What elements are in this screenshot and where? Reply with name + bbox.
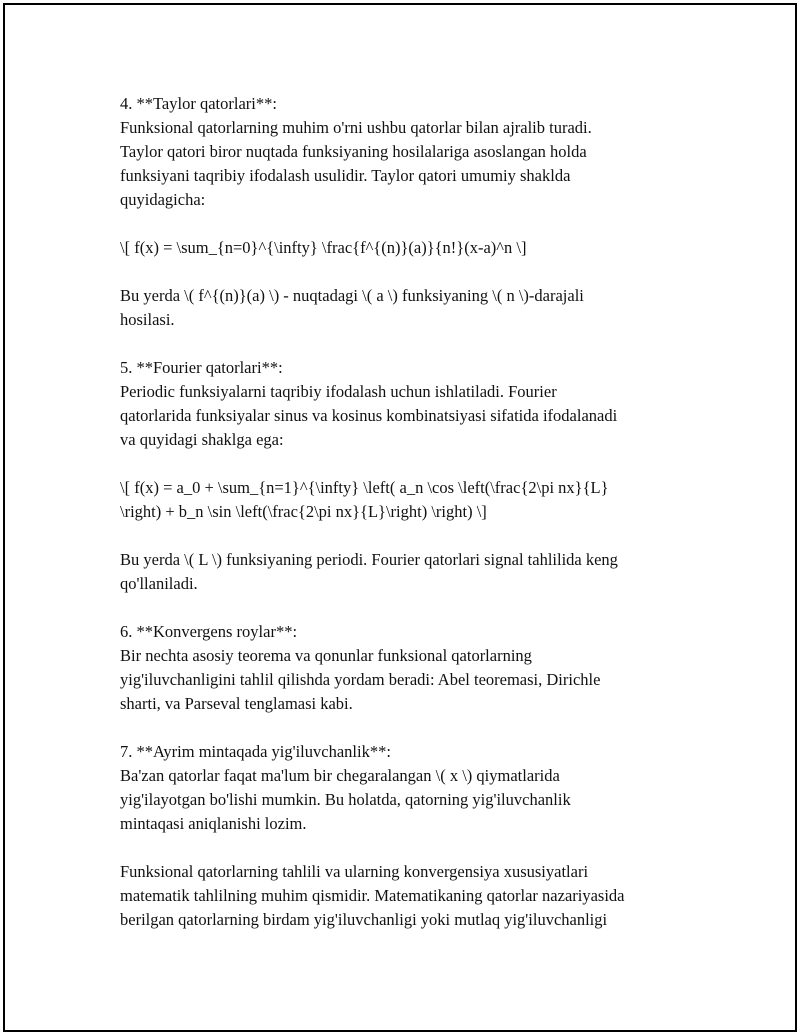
text-line: mintaqasi aniqlanishi lozim. bbox=[120, 814, 307, 833]
text-line: 4. **Taylor qatorlari**: bbox=[120, 94, 277, 113]
text-line: sharti, va Parseval tenglamasi kabi. bbox=[120, 694, 353, 713]
text-line: 6. **Konvergens roylar**: bbox=[120, 622, 298, 641]
text-line: 5. **Fourier qatorlari**: bbox=[120, 358, 283, 377]
text-line: yig'iluvchanligini tahlil qilishda yordam beradi: Abel teoremasi, Dirichle bbox=[120, 670, 601, 689]
blank-line bbox=[120, 716, 700, 740]
text-line: \right) + b_n \sin \left(\frac{2\pi nx}{L}\right) \right) \] bbox=[120, 502, 487, 521]
text-line: \[ f(x) = \sum_{n=0}^{\infty} \frac{f^{(n)}(a)}{n!}(x-a)^n \] bbox=[120, 238, 527, 257]
text-line: Ba'zan qatorlar faqat ma'lum bir chegaralangan \( x \) qiymatlarida bbox=[120, 766, 560, 785]
blank-line bbox=[120, 332, 700, 356]
text-line: quyidagicha: bbox=[120, 190, 206, 209]
text-line: Taylor qatori biror nuqtada funksiyaning hosilalariga asoslangan holda bbox=[120, 142, 587, 161]
text-line: Funksional qatorlarning tahlili va ularning konvergensiya xususiyatlari bbox=[120, 862, 589, 881]
blank-line bbox=[120, 836, 700, 860]
text-line: 7. **Ayrim mintaqada yig'iluvchanlik**: bbox=[120, 742, 391, 761]
text-line: matematik tahlilning muhim qismidir. Matematikaning qatorlar nazariyasida bbox=[120, 886, 625, 905]
blank-line bbox=[120, 212, 700, 236]
blank-line bbox=[120, 452, 700, 476]
text-line: Bu yerda \( L \) funksiyaning periodi. Fourier qatorlari signal tahlilida keng bbox=[120, 550, 618, 569]
text-line: Bir nechta asosiy teorema va qonunlar funksional qatorlarning bbox=[120, 646, 532, 665]
blank-line bbox=[120, 260, 700, 284]
text-line: Periodic funksiyalarni taqribiy ifodalash uchun ishlatiladi. Fourier bbox=[120, 382, 557, 401]
document-page bbox=[3, 3, 797, 1032]
blank-line bbox=[120, 524, 700, 548]
text-line: qatorlarida funksiyalar sinus va kosinus kombinatsiyasi sifatida ifodalanadi bbox=[120, 406, 618, 425]
text-line: va quyidagi shaklga ega: bbox=[120, 430, 284, 449]
text-line: hosilasi. bbox=[120, 310, 175, 329]
text-line: yig'ilayotgan bo'lishi mumkin. Bu holatda, qatorning yig'iluvchanlik bbox=[120, 790, 571, 809]
text-line: \[ f(x) = a_0 + \sum_{n=1}^{\infty} \left( a_n \cos \left(\frac{2\pi nx}{L} bbox=[120, 478, 609, 497]
text-line: Funksional qatorlarning muhim o'rni ushbu qatorlar bilan ajralib turadi. bbox=[120, 118, 592, 137]
text-line: Bu yerda \( f^{(n)}(a) \) - nuqtadagi \( a \) funksiyaning \( n \)-darajali bbox=[120, 286, 584, 305]
text-line: funksiyani taqribiy ifodalash usulidir. Taylor qatori umumiy shaklda bbox=[120, 166, 571, 185]
blank-line bbox=[120, 596, 700, 620]
text-line: qo'llaniladi. bbox=[120, 574, 198, 593]
text-line: berilgan qatorlarning birdam yig'iluvchanligi yoki mutlaq yig'iluvchanligi bbox=[120, 910, 608, 929]
document-body bbox=[120, 92, 700, 932]
